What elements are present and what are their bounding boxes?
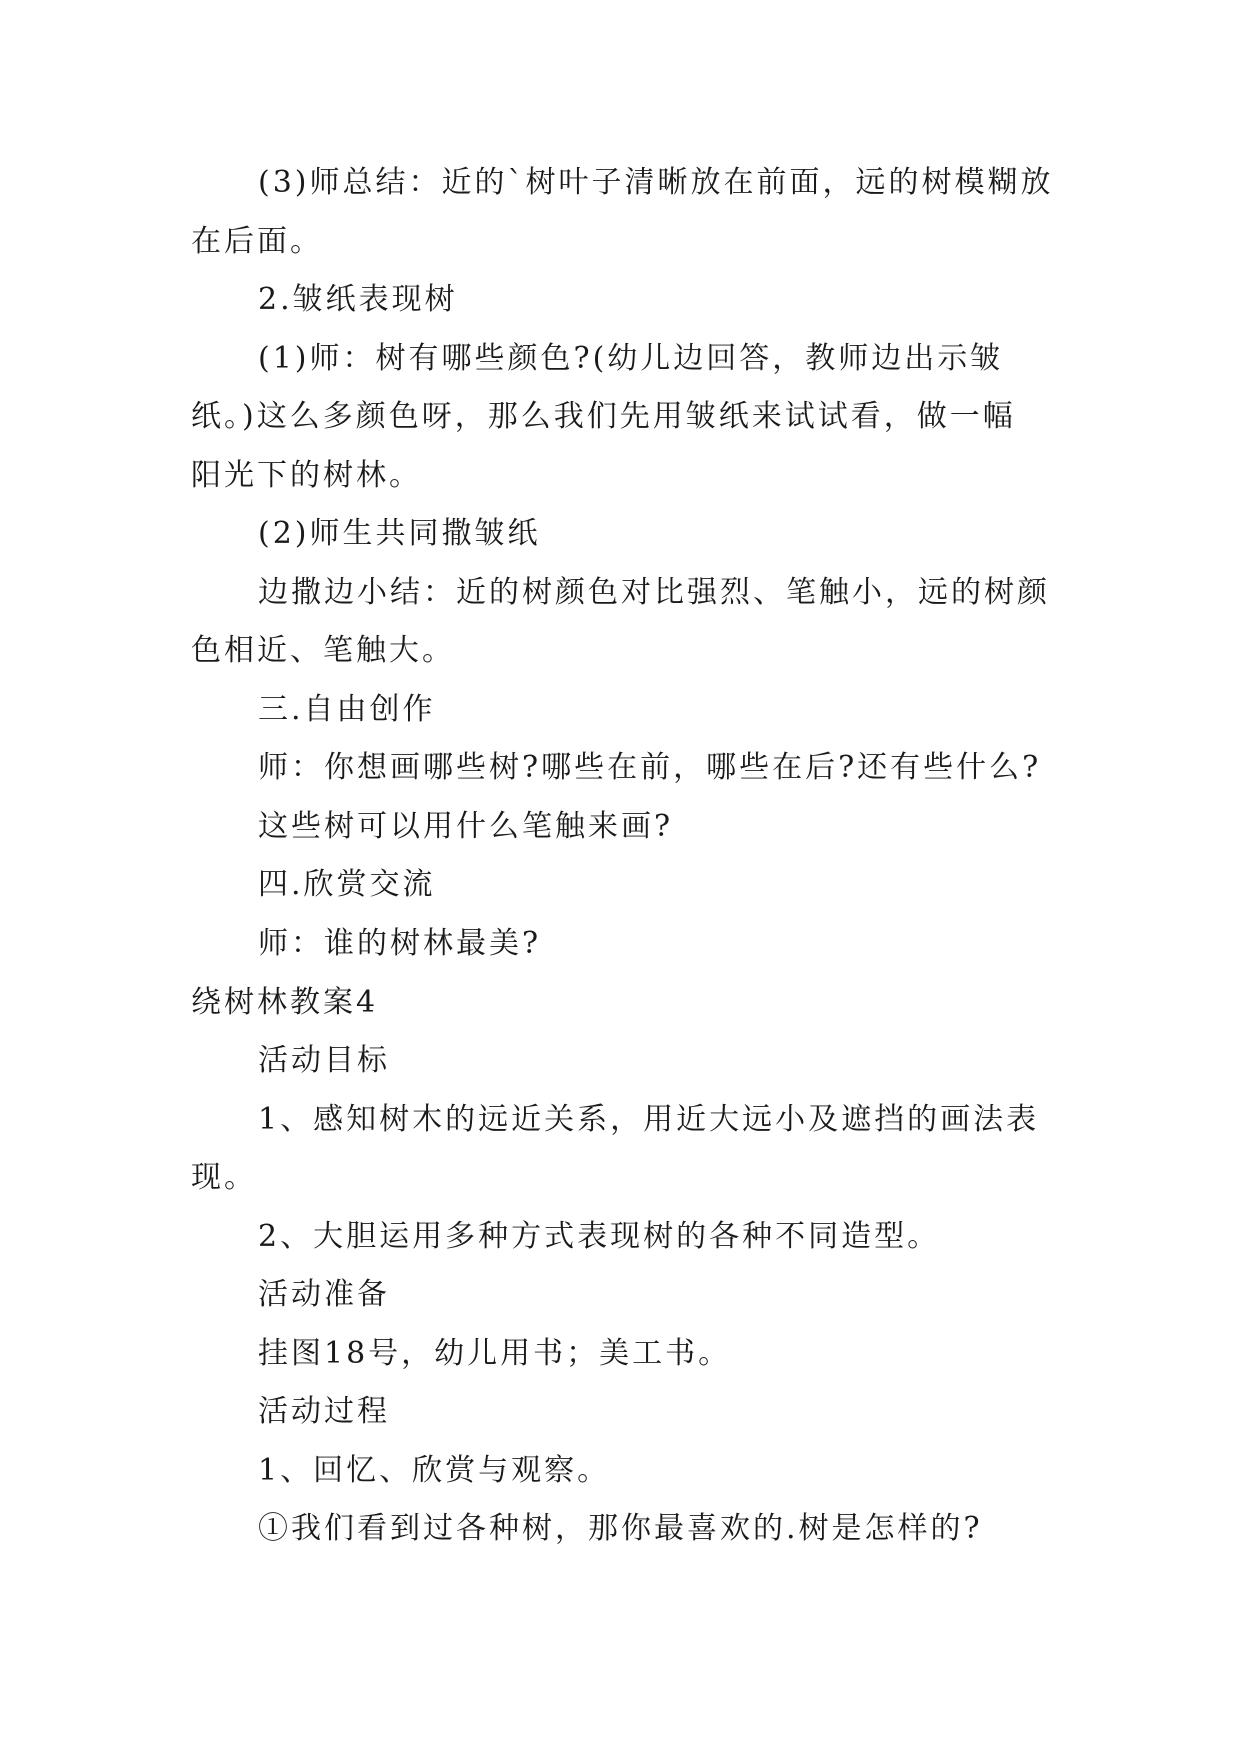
paragraph-line: ①我们看到过各种树，那你最喜欢的.树是怎样的? xyxy=(258,1511,983,1546)
document-title: 绕树林教案4 xyxy=(191,985,379,1020)
paragraph-line: 2、大胆运用多种方式表现树的各种不同造型。 xyxy=(258,1219,941,1254)
paragraph-line: 挂图18号，幼儿用书；美工书。 xyxy=(258,1336,732,1371)
paragraph-line: 在后面。 xyxy=(191,224,323,259)
paragraph-line: 1、感知树木的远近关系，用近大远小及遮挡的画法表 xyxy=(258,1102,1040,1137)
paragraph-line: 阳光下的树林。 xyxy=(191,458,422,493)
paragraph-line: 1、回忆、欣赏与观察。 xyxy=(258,1453,611,1488)
paragraph-line: (1)师：树有哪些颜色?(幼儿边回答，教师边出示皱 xyxy=(258,341,1004,376)
paragraph-line: 现。 xyxy=(191,1160,257,1195)
paragraph-line: 边撒边小结：近的树颜色对比强烈、笔触小，远的树颜 xyxy=(258,575,1050,610)
paragraph-line: 这些树可以用什么笔触来画? xyxy=(258,809,674,844)
section-heading: 三.自由创作 xyxy=(258,692,436,727)
section-heading: 四.欣赏交流 xyxy=(258,867,436,902)
section-heading: 活动过程 xyxy=(258,1394,390,1429)
section-heading: 活动目标 xyxy=(258,1043,390,1078)
paragraph-line: (3)师总结：近的`树叶子清晰放在前面，远的树模糊放 xyxy=(258,165,1054,200)
section-heading: 活动准备 xyxy=(258,1277,390,1312)
section-heading: 2.皱纸表现树 xyxy=(258,282,458,317)
paragraph-line: 师：你想画哪些树?哪些在前，哪些在后?还有些什么? xyxy=(258,750,1042,785)
paragraph-line: (2)师生共同撒皱纸 xyxy=(258,516,541,551)
paragraph-line: 纸。)这么多颜色呀，那么我们先用皱纸来试试看，做一幅 xyxy=(191,399,1016,434)
paragraph-line: 色相近、笔触大。 xyxy=(191,633,455,668)
paragraph-line: 师：谁的树林最美? xyxy=(258,926,542,961)
